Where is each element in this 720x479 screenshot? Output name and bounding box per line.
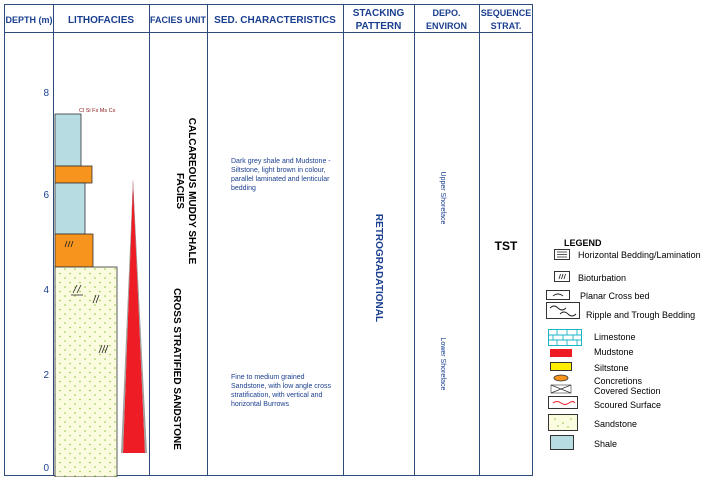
siltstone-bed [55,234,93,267]
horizontal-bedding-icon [554,249,570,260]
header-sequence-line1: SEQUENCE [480,8,532,18]
legend [540,236,720,476]
legend-label: Limestone [594,332,636,342]
sed-lower-text: Fine to medium grained Sandstone, with low angle cross stratification, with vertical and horizontal Burrows [231,374,331,408]
header-depo-line2: ENVIRON [425,21,467,31]
header-stacking [343,8,414,32]
legend-label: Planar Cross bed [580,291,650,301]
legend-label: Scoured Surface [594,400,662,410]
legend-label: Sandstone [594,419,638,429]
legend-label: Concretions [594,376,643,386]
header-sequence-line2: STRAT. [490,21,522,31]
header-depo [414,8,479,32]
header-stacking-line1: STACKING [352,8,405,19]
header-sed-characteristics: SED. CHARACTERISTICS [214,15,336,26]
siltstone-bed [55,166,92,183]
shale-icon [550,435,574,450]
header-lithofacies: LITHOFACIES [67,15,135,26]
facies-lower-label: CROSS STRATIFIED SANDSTONE [171,288,182,450]
legend-label: Mudstone [594,347,634,357]
planar-cross-bed-icon [546,290,570,300]
bioturbation-icon [554,271,570,282]
sandstone-bed [55,267,117,477]
depo-lower-label: Lower Shoreface [439,337,446,391]
grain-size-scale: Cl Si Fs Ms Cs [79,108,116,114]
covered-section-icon [550,384,572,394]
legend-label: Horizontal Bedding/Lamination [578,250,701,260]
scoured-surface-icon [548,396,578,409]
limestone-icon [548,329,582,346]
depth-tick: 4 [43,285,49,296]
depth-tick: 0 [43,463,49,474]
shale-bed [55,114,81,166]
legend-label: Covered Section [594,386,661,396]
depth-tick: 8 [43,88,49,99]
header-depo-line1: DEPO. [432,8,461,18]
header-stacking-line2: PATTERN [355,21,402,32]
legend-title: LEGEND [564,238,602,248]
stratigraphic-log-table [4,4,533,476]
depth-tick: 6 [43,190,49,201]
retrogradation-triangle [115,175,155,465]
legend-label: Siltstone [594,363,629,373]
header-facies-unit: FACIES UNIT [149,15,206,25]
legend-label: Ripple and Trough Bedding [586,310,696,320]
header-depth: DEPTH (m) [5,15,53,25]
sandstone-icon [548,414,578,431]
legend-label: Shale [594,439,618,449]
stacking-pattern-label: RETROGRADATIONAL [373,213,384,323]
column-divider [414,5,415,475]
column-divider [207,5,208,475]
legend-label: Bioturbation [578,273,627,283]
siltstone-icon [550,362,572,371]
sed-upper-text: Dark grey shale and Mudstone - Siltstone, light brown in colour, parallel laminated and lenticular bedding [231,158,331,192]
depth-tick: 2 [43,370,49,381]
facies-upper-label: CALCAREOUS MUDDY SHALE FACIES [174,117,197,265]
depo-upper-label: Upper Shoreface [439,171,446,225]
sequence-label: TST [494,239,518,253]
column-divider [343,5,344,475]
shale-bed [55,183,85,234]
header-sequence [479,8,533,32]
ripple-bedding-icon [546,302,580,319]
mudstone-icon [550,349,572,357]
